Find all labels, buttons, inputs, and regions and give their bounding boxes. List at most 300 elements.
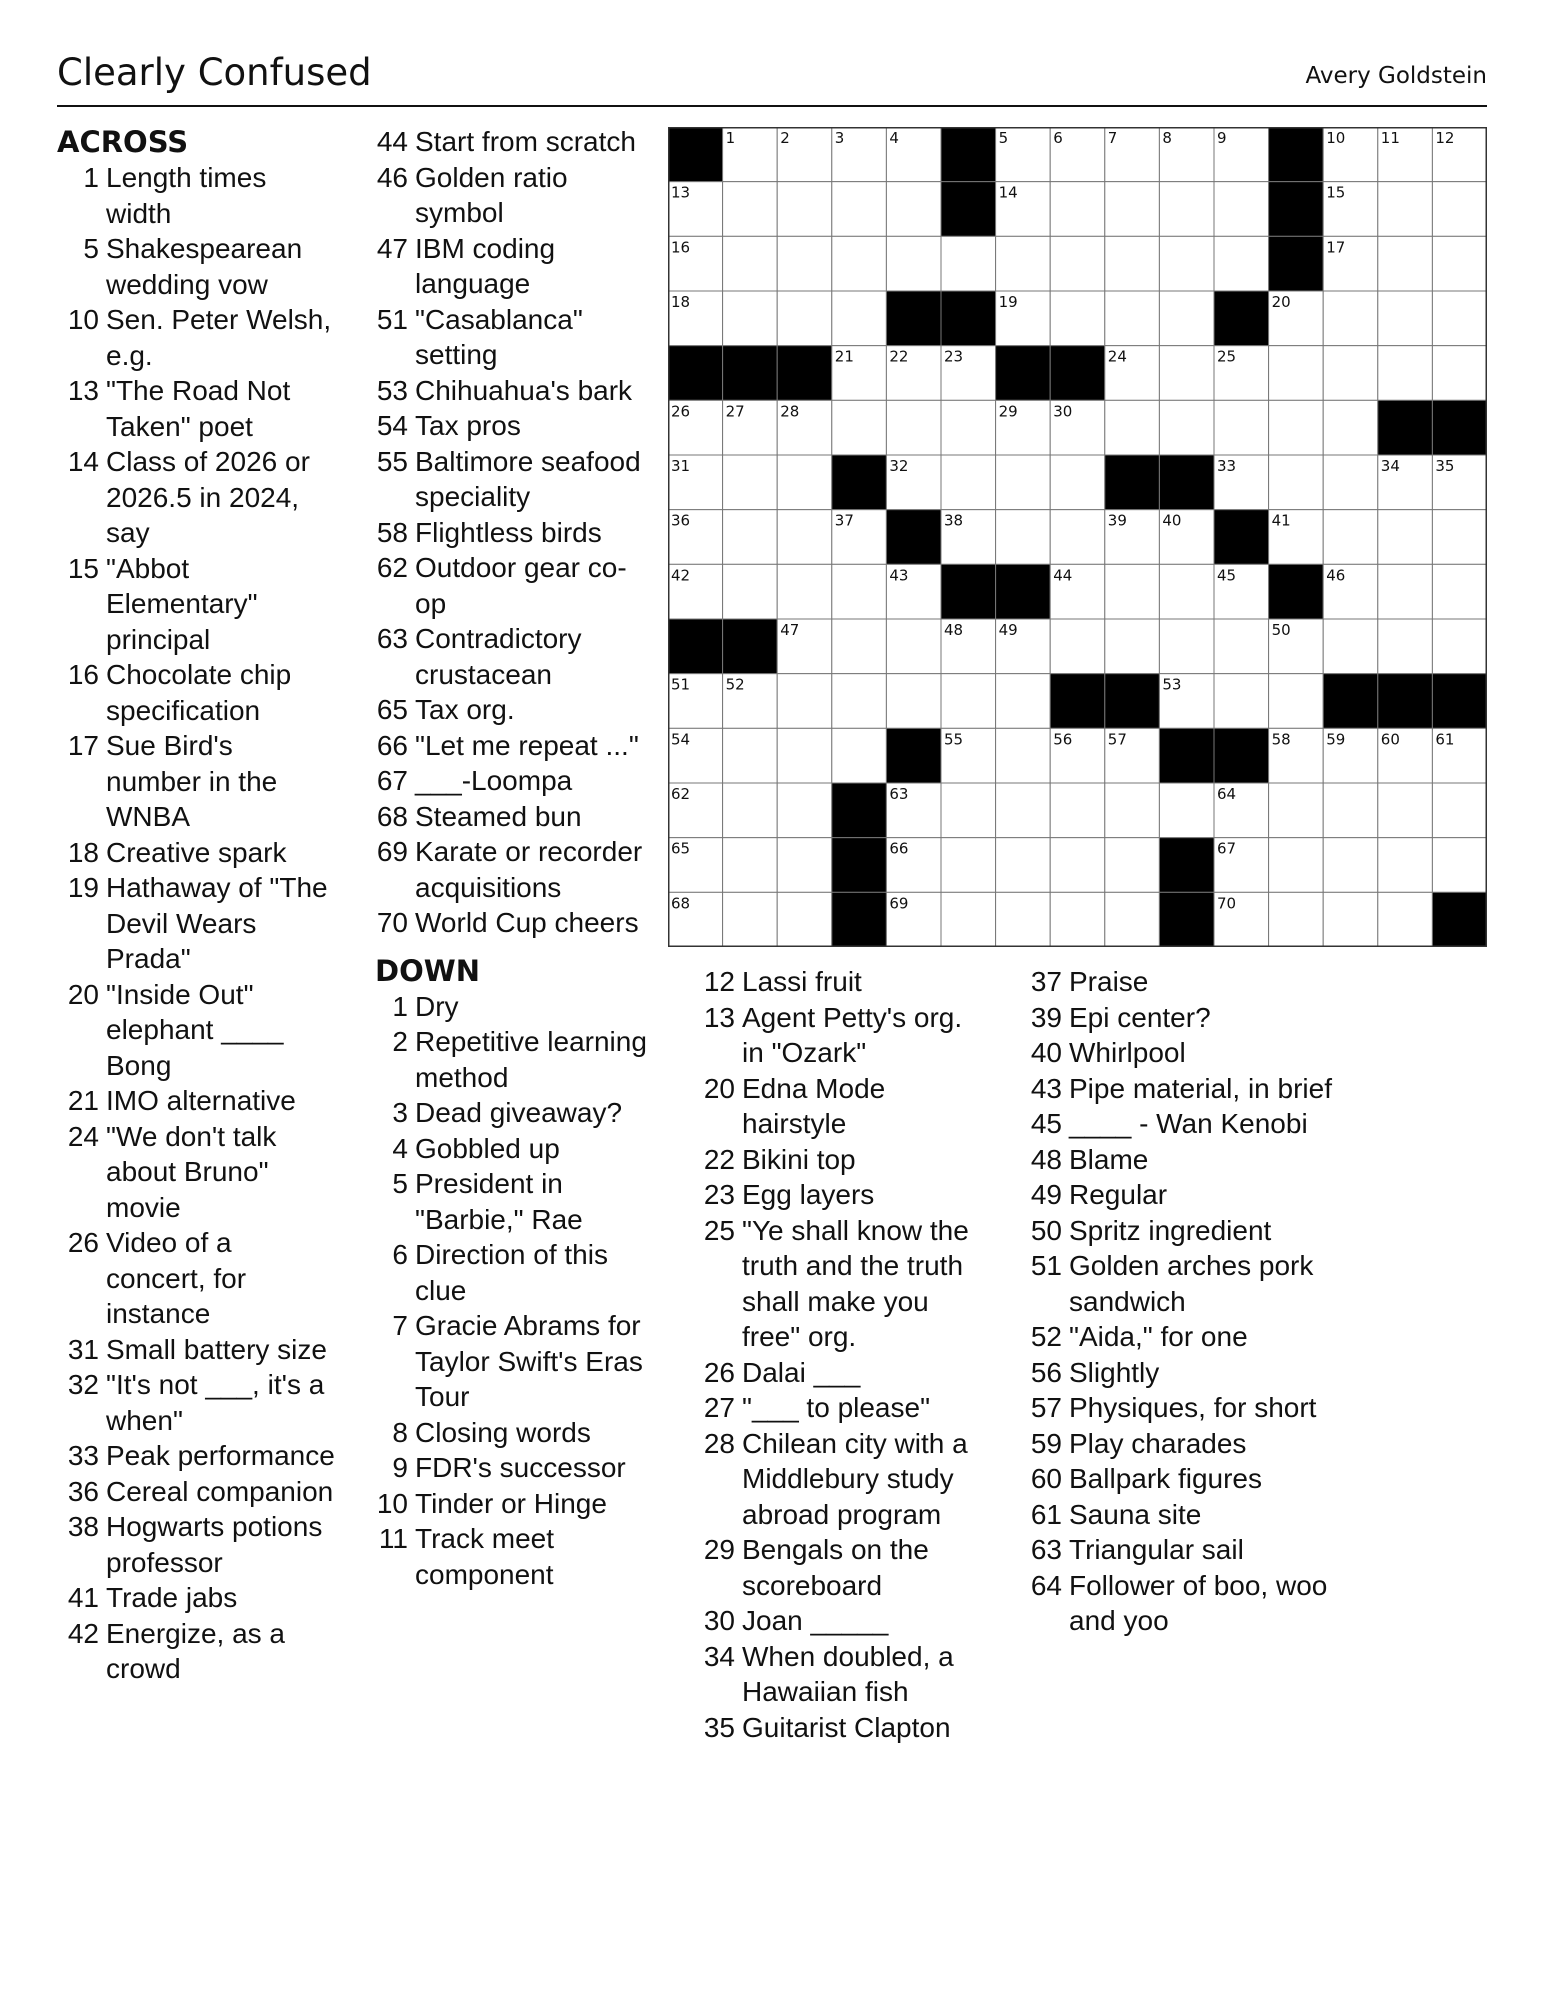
down-clue (693, 1000, 979, 1071)
cell-number: 27 (725, 402, 745, 421)
grid-cell[interactable] (996, 838, 1051, 893)
clue-number: 5 (392, 1168, 408, 1199)
grid-cell[interactable] (1105, 619, 1160, 674)
grid-cell[interactable] (1432, 838, 1487, 893)
across-clue (57, 835, 335, 871)
grid-cell[interactable] (886, 619, 941, 674)
grid-cell[interactable] (777, 783, 832, 838)
grid-cell[interactable] (1105, 564, 1160, 619)
clue-number: 36 (67, 1475, 99, 1507)
grid-cell[interactable] (1378, 838, 1433, 893)
clue-text: President in "Barbie," Rae (415, 1168, 583, 1235)
grid-cell[interactable] (886, 182, 941, 237)
grid-block (1432, 674, 1487, 729)
across-clue (366, 231, 656, 302)
grid-cell[interactable] (1378, 291, 1433, 346)
clue-text: Blame (1069, 1143, 1149, 1175)
clue-number: 66 (376, 729, 408, 761)
grid-cell[interactable] (941, 455, 996, 510)
cell-number: 68 (671, 894, 691, 913)
grid-block (1378, 400, 1433, 455)
clue-text: Length times width (106, 162, 267, 229)
clue-text: Creative spark (106, 836, 287, 868)
clue-text: Golden ratio symbol (415, 161, 568, 228)
clue-text: Sauna site (1069, 1498, 1202, 1530)
grid-cell[interactable] (886, 236, 941, 291)
grid-cell[interactable] (1269, 455, 1324, 510)
clue-text: Sen. Peter Welsh, e.g. (106, 304, 332, 371)
down-clue (693, 1177, 979, 1213)
grid-cell[interactable] (941, 236, 996, 291)
down-clue (366, 1450, 656, 1486)
grid-cell[interactable] (1159, 400, 1214, 455)
grid-cell[interactable] (1159, 783, 1214, 838)
grid-cell[interactable] (1159, 564, 1214, 619)
grid-cell[interactable] (723, 236, 778, 291)
grid-cell[interactable] (1050, 236, 1105, 291)
grid-cell[interactable] (1323, 400, 1378, 455)
grid-cell[interactable] (996, 455, 1051, 510)
grid-cell[interactable] (1378, 564, 1433, 619)
clue-text: Gracie Abrams for Taylor Swift's Eras Tour (415, 1310, 643, 1412)
grid-block (886, 728, 941, 783)
clue-text: Physiques, for short (1069, 1392, 1317, 1423)
grid-cell[interactable] (777, 455, 832, 510)
cell-number: 18 (671, 293, 691, 311)
grid-cell[interactable] (832, 291, 887, 346)
grid-block (723, 619, 778, 674)
grid-block (886, 291, 941, 346)
cell-number: 49 (998, 621, 1018, 639)
clue-number: 55 (376, 445, 408, 477)
grid-cell[interactable] (1269, 783, 1324, 838)
grid-cell[interactable] (1432, 291, 1487, 346)
clue-number: 34 (703, 1640, 735, 1672)
grid-cell[interactable] (723, 838, 778, 893)
grid-cell[interactable] (1050, 455, 1105, 510)
clue-number: 63 (376, 623, 408, 654)
grid-cell[interactable] (832, 674, 887, 729)
clue-number: 13 (67, 375, 99, 406)
grid-cell[interactable] (777, 838, 832, 893)
down-clue (693, 1710, 979, 1746)
cell-number: 26 (671, 402, 691, 421)
across-clue (366, 160, 656, 231)
clue-text: Dead giveaway? (415, 1097, 623, 1128)
down-clue (1020, 1035, 1340, 1071)
clue-number: 60 (1030, 1463, 1062, 1494)
clue-number: 35 (703, 1711, 735, 1743)
grid-cell[interactable] (1050, 182, 1105, 237)
grid-cell[interactable] (1269, 400, 1324, 455)
grid-cell[interactable] (1105, 783, 1160, 838)
clue-text: Play charades (1069, 1427, 1247, 1459)
clue-text: Bengals on the scoreboard (742, 1534, 929, 1601)
grid-cell[interactable] (1323, 510, 1378, 565)
clue-text: Direction of this clue (415, 1239, 608, 1306)
down-clue (1020, 1248, 1340, 1319)
across-clue (57, 444, 335, 551)
grid-block (668, 127, 723, 182)
grid-cell[interactable] (1105, 291, 1160, 346)
grid-cell[interactable] (1214, 619, 1269, 674)
grid-cell[interactable] (1378, 236, 1433, 291)
clue-number: 65 (376, 694, 408, 725)
across-clue (57, 373, 335, 444)
grid-cell[interactable] (1378, 783, 1433, 838)
cell-number: 65 (671, 839, 691, 858)
cell-number: 23 (944, 347, 964, 366)
grid-cell[interactable] (886, 400, 941, 455)
grid-block (941, 564, 996, 619)
grid-cell[interactable] (832, 619, 887, 674)
cell-number: 45 (1217, 566, 1237, 585)
down-clue (1020, 1142, 1340, 1178)
grid-cell[interactable] (723, 564, 778, 619)
down-clue (693, 1071, 979, 1142)
clue-text: "The Road Not Taken" poet (106, 375, 291, 442)
clue-text: Closing words (415, 1416, 591, 1448)
clue-text: ____ - Wan Kenobi (1069, 1108, 1308, 1139)
clue-text: Golden arches pork sandwich (1069, 1250, 1314, 1317)
grid-cell[interactable] (1159, 346, 1214, 401)
grid-cell[interactable] (1378, 346, 1433, 401)
grid-block (1105, 455, 1160, 510)
grid-cell[interactable] (996, 674, 1051, 729)
across-clue (366, 621, 656, 692)
across-clue (57, 1332, 335, 1368)
grid-cell[interactable] (1323, 892, 1378, 947)
clue-text: Sue Bird's number in the WNBA (106, 730, 278, 832)
grid-cell[interactable] (941, 838, 996, 893)
grid-block (1269, 182, 1324, 237)
grid-block (1432, 892, 1487, 947)
across-clue (366, 834, 656, 905)
across-clue (57, 1438, 335, 1474)
grid-cell[interactable] (723, 291, 778, 346)
grid-cell[interactable] (1159, 182, 1214, 237)
cell-number: 58 (1271, 730, 1291, 749)
grid-block (832, 892, 887, 947)
clue-number: 20 (703, 1072, 735, 1104)
clue-text: Peak performance (106, 1440, 335, 1471)
grid-block (1159, 892, 1214, 947)
cell-number: 37 (834, 511, 854, 530)
cell-number: 8 (1162, 129, 1172, 147)
clue-number: 39 (1030, 1001, 1062, 1033)
grid-cell[interactable] (1378, 619, 1433, 674)
down-clue (366, 1521, 656, 1592)
clue-text: "Inside Out" elephant ____ Bong (106, 978, 284, 1081)
clue-number: 16 (67, 659, 99, 690)
grid-cell[interactable] (1214, 400, 1269, 455)
grid-cell[interactable] (1214, 674, 1269, 729)
cell-number: 35 (1435, 457, 1455, 475)
grid-cell[interactable] (723, 728, 778, 783)
grid-block (886, 510, 941, 565)
grid-cell[interactable] (1159, 236, 1214, 291)
grid-block (832, 783, 887, 838)
clue-number: 47 (376, 232, 408, 264)
down-clue (693, 1355, 979, 1391)
grid-cell[interactable] (1269, 674, 1324, 729)
grid-cell[interactable] (996, 783, 1051, 838)
grid-cell[interactable] (777, 236, 832, 291)
clue-number: 24 (67, 1120, 99, 1152)
grid-cell[interactable] (1378, 510, 1433, 565)
down-clues-column-3 (693, 964, 979, 1745)
section-spacer (366, 941, 656, 953)
grid-cell[interactable] (1432, 619, 1487, 674)
cell-number: 66 (889, 839, 909, 858)
cell-number: 43 (889, 566, 909, 585)
cell-number: 44 (1053, 566, 1073, 585)
down-clue (366, 1415, 656, 1451)
grid-block (996, 564, 1051, 619)
clue-number: 3 (392, 1097, 408, 1128)
clue-number: 2 (392, 1026, 408, 1057)
grid-cell[interactable] (777, 510, 832, 565)
down-clue (366, 1024, 656, 1095)
across-clue (366, 550, 656, 621)
across-clue (57, 1616, 335, 1687)
grid-block (1159, 838, 1214, 893)
clue-text: Trade jabs (106, 1582, 238, 1613)
cell-number: 30 (1053, 402, 1073, 421)
clue-number: 28 (703, 1427, 735, 1459)
grid-cell[interactable] (996, 510, 1051, 565)
grid-cell[interactable] (1105, 400, 1160, 455)
grid-cell[interactable] (1050, 619, 1105, 674)
clue-text: Epi center? (1069, 1001, 1211, 1033)
cell-number: 3 (834, 129, 845, 147)
across-clue (57, 551, 335, 658)
grid-cell[interactable] (777, 892, 832, 947)
clue-number: 25 (703, 1214, 735, 1246)
header-divider (57, 105, 1487, 107)
grid-cell[interactable] (1378, 892, 1433, 947)
across-clue (366, 905, 656, 941)
grid-cell[interactable] (886, 674, 941, 729)
grid-cell[interactable] (832, 182, 887, 237)
grid-cell[interactable] (1378, 182, 1433, 237)
grid-cell[interactable] (1323, 455, 1378, 510)
clue-text: Spritz ingredient (1069, 1214, 1272, 1246)
grid-cell[interactable] (996, 892, 1051, 947)
down-clue (693, 1603, 979, 1639)
grid-cell[interactable] (996, 728, 1051, 783)
grid-cell[interactable] (1269, 346, 1324, 401)
grid-cell[interactable] (1105, 182, 1160, 237)
grid-cell[interactable] (1323, 783, 1378, 838)
grid-cell[interactable] (1432, 510, 1487, 565)
grid-cell[interactable] (1432, 346, 1487, 401)
grid-cell[interactable] (723, 783, 778, 838)
grid-cell[interactable] (996, 236, 1051, 291)
cell-number: 7 (1107, 129, 1118, 147)
cell-number: 12 (1435, 129, 1455, 147)
cell-number: 47 (780, 621, 800, 639)
clue-number: 13 (703, 1001, 735, 1033)
clue-number: 1 (392, 990, 408, 1022)
cell-number: 42 (671, 566, 691, 585)
clue-number: 52 (1030, 1321, 1062, 1352)
grid-cell[interactable] (1269, 892, 1324, 947)
down-clue (1020, 1355, 1340, 1391)
clue-text: Praise (1069, 966, 1149, 997)
grid-cell[interactable] (1159, 619, 1214, 674)
across-clue (57, 231, 335, 302)
down-clue (1020, 1390, 1340, 1426)
grid-cell[interactable] (1432, 182, 1487, 237)
clue-number: 57 (1030, 1392, 1062, 1423)
grid-cell[interactable] (777, 564, 832, 619)
grid-cell[interactable] (832, 728, 887, 783)
grid-cell[interactable] (1105, 838, 1160, 893)
clue-text: Pipe material, in brief (1069, 1072, 1333, 1104)
grid-cell[interactable] (1050, 510, 1105, 565)
clue-number: 53 (376, 374, 408, 406)
grid-cell[interactable] (723, 182, 778, 237)
cell-number: 13 (671, 183, 691, 202)
grid-cell[interactable] (1269, 838, 1324, 893)
clue-number: 7 (392, 1310, 408, 1341)
cell-number: 63 (889, 785, 909, 803)
down-clue (366, 1486, 656, 1522)
clue-text: Slightly (1069, 1356, 1160, 1388)
clue-text: Chocolate chip specification (106, 659, 292, 726)
cell-number: 16 (671, 238, 691, 257)
grid-cell[interactable] (941, 400, 996, 455)
clue-section-heading: DOWN (375, 953, 480, 988)
grid-cell[interactable] (1323, 619, 1378, 674)
clue-text: Dalai ___ (742, 1356, 861, 1388)
clue-text: Egg layers (742, 1179, 875, 1210)
cell-number: 14 (998, 183, 1018, 202)
grid-block (1159, 728, 1214, 783)
cell-number: 38 (944, 511, 964, 530)
grid-cell[interactable] (777, 674, 832, 729)
grid-cell[interactable] (832, 400, 887, 455)
clue-text: Chilean city with a Middlebury study abroad program (742, 1427, 968, 1530)
grid-cell[interactable] (941, 674, 996, 729)
clue-number: 51 (376, 303, 408, 335)
cell-number: 31 (671, 457, 691, 475)
grid-cell[interactable] (777, 182, 832, 237)
clue-text: Lassi fruit (742, 966, 862, 997)
clue-number: 1 (83, 162, 99, 193)
clue-text: Energize, as a crowd (106, 1617, 285, 1684)
cell-number: 50 (1271, 621, 1291, 639)
clue-number: 19 (67, 872, 99, 903)
grid-cell[interactable] (941, 892, 996, 947)
cell-number: 55 (944, 730, 964, 749)
grid-cell[interactable] (1432, 783, 1487, 838)
grid-cell[interactable] (1214, 236, 1269, 291)
clue-number: 26 (703, 1356, 735, 1388)
grid-cell[interactable] (1105, 892, 1160, 947)
clue-number: 17 (67, 730, 99, 761)
clue-number: 31 (67, 1333, 99, 1365)
grid-cell[interactable] (723, 510, 778, 565)
grid-cell[interactable] (723, 455, 778, 510)
grid-block (1269, 564, 1324, 619)
clue-text: Chihuahua's bark (415, 374, 633, 406)
clue-text: "___ to please" (742, 1392, 931, 1423)
grid-block (1050, 674, 1105, 729)
grid-block (777, 346, 832, 401)
grid-cell[interactable] (1050, 783, 1105, 838)
across-clue (366, 373, 656, 409)
grid-block (996, 346, 1051, 401)
grid-cell[interactable] (1050, 892, 1105, 947)
grid-cell[interactable] (1323, 838, 1378, 893)
down-clue (1020, 1461, 1340, 1497)
down-clue (693, 1390, 979, 1426)
grid-cell[interactable] (832, 236, 887, 291)
clue-number: 51 (1030, 1250, 1062, 1281)
clue-text: Agent Petty's org. in "Ozark" (742, 1001, 963, 1068)
across-clue (366, 763, 656, 799)
grid-cell[interactable] (832, 564, 887, 619)
clue-text: Tinder or Hinge (415, 1487, 607, 1519)
cell-number: 59 (1326, 730, 1346, 749)
grid-cell[interactable] (1432, 236, 1487, 291)
across-clues-column-1 (57, 124, 335, 1687)
grid-cell[interactable] (941, 783, 996, 838)
clue-text: Small battery size (106, 1333, 327, 1365)
grid-cell[interactable] (723, 892, 778, 947)
down-clue (366, 1308, 656, 1415)
clue-number: 46 (376, 161, 408, 193)
grid-cell[interactable] (1432, 564, 1487, 619)
cell-number: 32 (889, 457, 909, 475)
grid-cell[interactable] (1159, 291, 1214, 346)
clue-number: 43 (1030, 1072, 1062, 1104)
grid-cell[interactable] (777, 291, 832, 346)
cell-number: 46 (1326, 566, 1346, 585)
down-clue (1020, 1106, 1340, 1142)
clue-text: Tax org. (415, 694, 515, 725)
down-clue (693, 1532, 979, 1603)
clue-number: 12 (703, 966, 735, 997)
across-clue (57, 870, 335, 977)
across-clue (57, 728, 335, 835)
grid-cell[interactable] (1105, 236, 1160, 291)
clue-text: Outdoor gear co-op (415, 552, 627, 619)
cell-number: 48 (944, 621, 964, 639)
clue-text: Hogwarts potions professor (106, 1511, 323, 1578)
clue-number: 8 (392, 1416, 408, 1448)
grid-cell[interactable] (1050, 838, 1105, 893)
across-clue (366, 799, 656, 835)
clue-text: FDR's successor (415, 1452, 626, 1483)
cell-number: 21 (834, 347, 854, 366)
clue-text: ___-Loompa (415, 765, 573, 796)
grid-cell[interactable] (1214, 182, 1269, 237)
clue-number: 27 (703, 1392, 735, 1423)
clue-text: Video of a concert, for instance (106, 1227, 247, 1329)
grid-cell[interactable] (777, 728, 832, 783)
grid-cell[interactable] (1050, 291, 1105, 346)
grid-cell[interactable] (1323, 346, 1378, 401)
cell-number: 5 (998, 129, 1009, 147)
clue-text: Track meet component (415, 1523, 554, 1590)
grid-cell[interactable] (1323, 291, 1378, 346)
cell-number: 40 (1162, 511, 1182, 530)
clue-number: 10 (376, 1487, 408, 1519)
grid-block (832, 838, 887, 893)
